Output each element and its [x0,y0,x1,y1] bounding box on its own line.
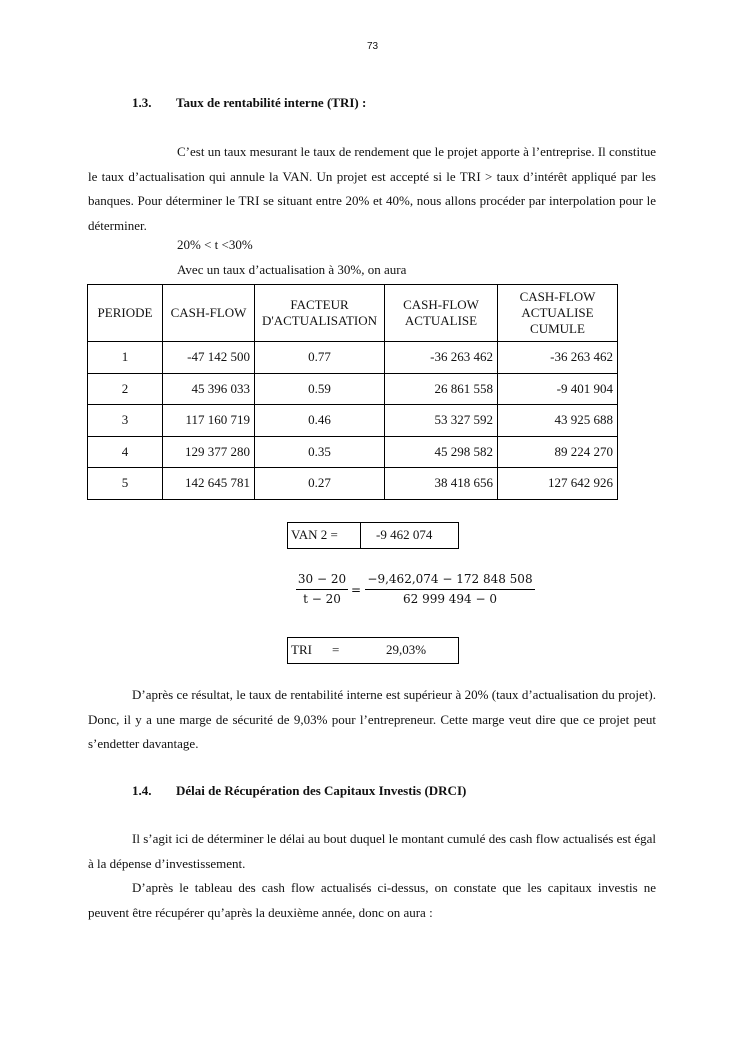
table-cell: 0.35 [255,436,385,468]
table-header: CASH-FLOW [163,285,255,342]
range-line: 20% < t <30% [177,237,253,252]
equals-sign: = [351,583,362,597]
section-title: Délai de Récupération des Capitaux Investis (DRCI) [176,783,467,798]
section-number: 1.3. [132,95,152,110]
table-cell: 0.59 [255,373,385,405]
section-number: 1.4. [132,783,152,798]
table-header-row [88,285,618,342]
right-denominator: 62 999 494 − 0 [365,589,535,606]
conclusion-paragraph: D’après ce résultat, le taux de rentabilité interne est supérieur à 20% (taux d’actualisation du projet). Donc, il y a une marge de sécurité de 9,03% pour l’entrepreneur. Cette marge veut dire que ce projet peut s’endetter davantage. [88,687,656,751]
cash-flow-table [87,284,618,500]
left-denominator: t − 20 [296,589,348,606]
tri-box [287,637,459,664]
table-header: CASH-FLOW ACTUALISE [385,285,498,342]
table-row [88,405,618,437]
table-cell: 53 327 592 [385,405,498,437]
table-cell: 129 377 280 [163,436,255,468]
left-fraction [296,572,348,606]
table-cell: 117 160 719 [163,405,255,437]
page-number: 73 [366,41,379,52]
table-cell: -47 142 500 [163,342,255,374]
right-numerator: −9,462,074 − 172 848 508 [367,572,533,586]
table-header: CASH-FLOW ACTUALISE CUMULE [498,285,618,342]
tri-value: 29,03% [386,642,427,657]
table-cell: 89 224 270 [498,436,618,468]
table-cell: 127 642 926 [498,468,618,500]
van-label: VAN 2 = [291,527,338,542]
tri-equals: = [332,642,340,657]
drci-paragraph-2: D’après le tableau des cash flow actualisés ci-dessus, on constate que les capitaux investis ne peuvent être récupérer qu’après la deuxième année, donc on aura : [88,880,656,920]
tri-label: TRI [291,642,312,657]
section-title: Taux de rentabilité interne (TRI) : [176,95,367,110]
table-cell: -36 263 462 [385,342,498,374]
table-cell: -9 401 904 [498,373,618,405]
tri-paragraph: C’est un taux mesurant le taux de rendement que le projet apporte à l’entreprise. Il constitue le taux d’actualisation qui annule la VAN. Un projet est accepté si le TRI > taux d’intérêt appliqué par les banques. Pour déterminer le TRI se situant entre 20% et 40%, nous allons procéder par interpolation pour le déterminer. [88,144,656,233]
table-cell: 4 [88,436,163,468]
van-value: -9 462 074 [376,527,433,542]
table-cell: 43 925 688 [498,405,618,437]
table-cell: 0.27 [255,468,385,500]
table-row [88,373,618,405]
table-cell: 142 645 781 [163,468,255,500]
left-numerator: 30 − 20 [297,572,347,586]
table-cell: 45 298 582 [385,436,498,468]
table-cell: 3 [88,405,163,437]
table-cell: 45 396 033 [163,373,255,405]
section-heading-drci [132,783,466,799]
table-cell: -36 263 462 [498,342,618,374]
drci-paragraph-1: Il s’agit ici de déterminer le délai au bout duquel le montant cumulé des cash flow actualisés est égal à la dépense d’investissement. [88,831,656,871]
table-header: PERIODE [88,285,163,342]
van-box [287,522,459,549]
table-cell: 0.77 [255,342,385,374]
table-row [88,342,618,374]
table-cell: 2 [88,373,163,405]
right-fraction [365,572,535,606]
table-cell: 1 [88,342,163,374]
section-heading-tri [132,95,366,111]
van-divider [360,523,361,548]
table-cell: 0.46 [255,405,385,437]
table-cell: 5 [88,468,163,500]
rate-line: Avec un taux d’actualisation à 30%, on aura [177,262,407,277]
table-header: FACTEUR D'ACTUALISATION [255,285,385,342]
table-row [88,468,618,500]
table-row [88,436,618,468]
table-cell: 38 418 656 [385,468,498,500]
table-cell: 26 861 558 [385,373,498,405]
